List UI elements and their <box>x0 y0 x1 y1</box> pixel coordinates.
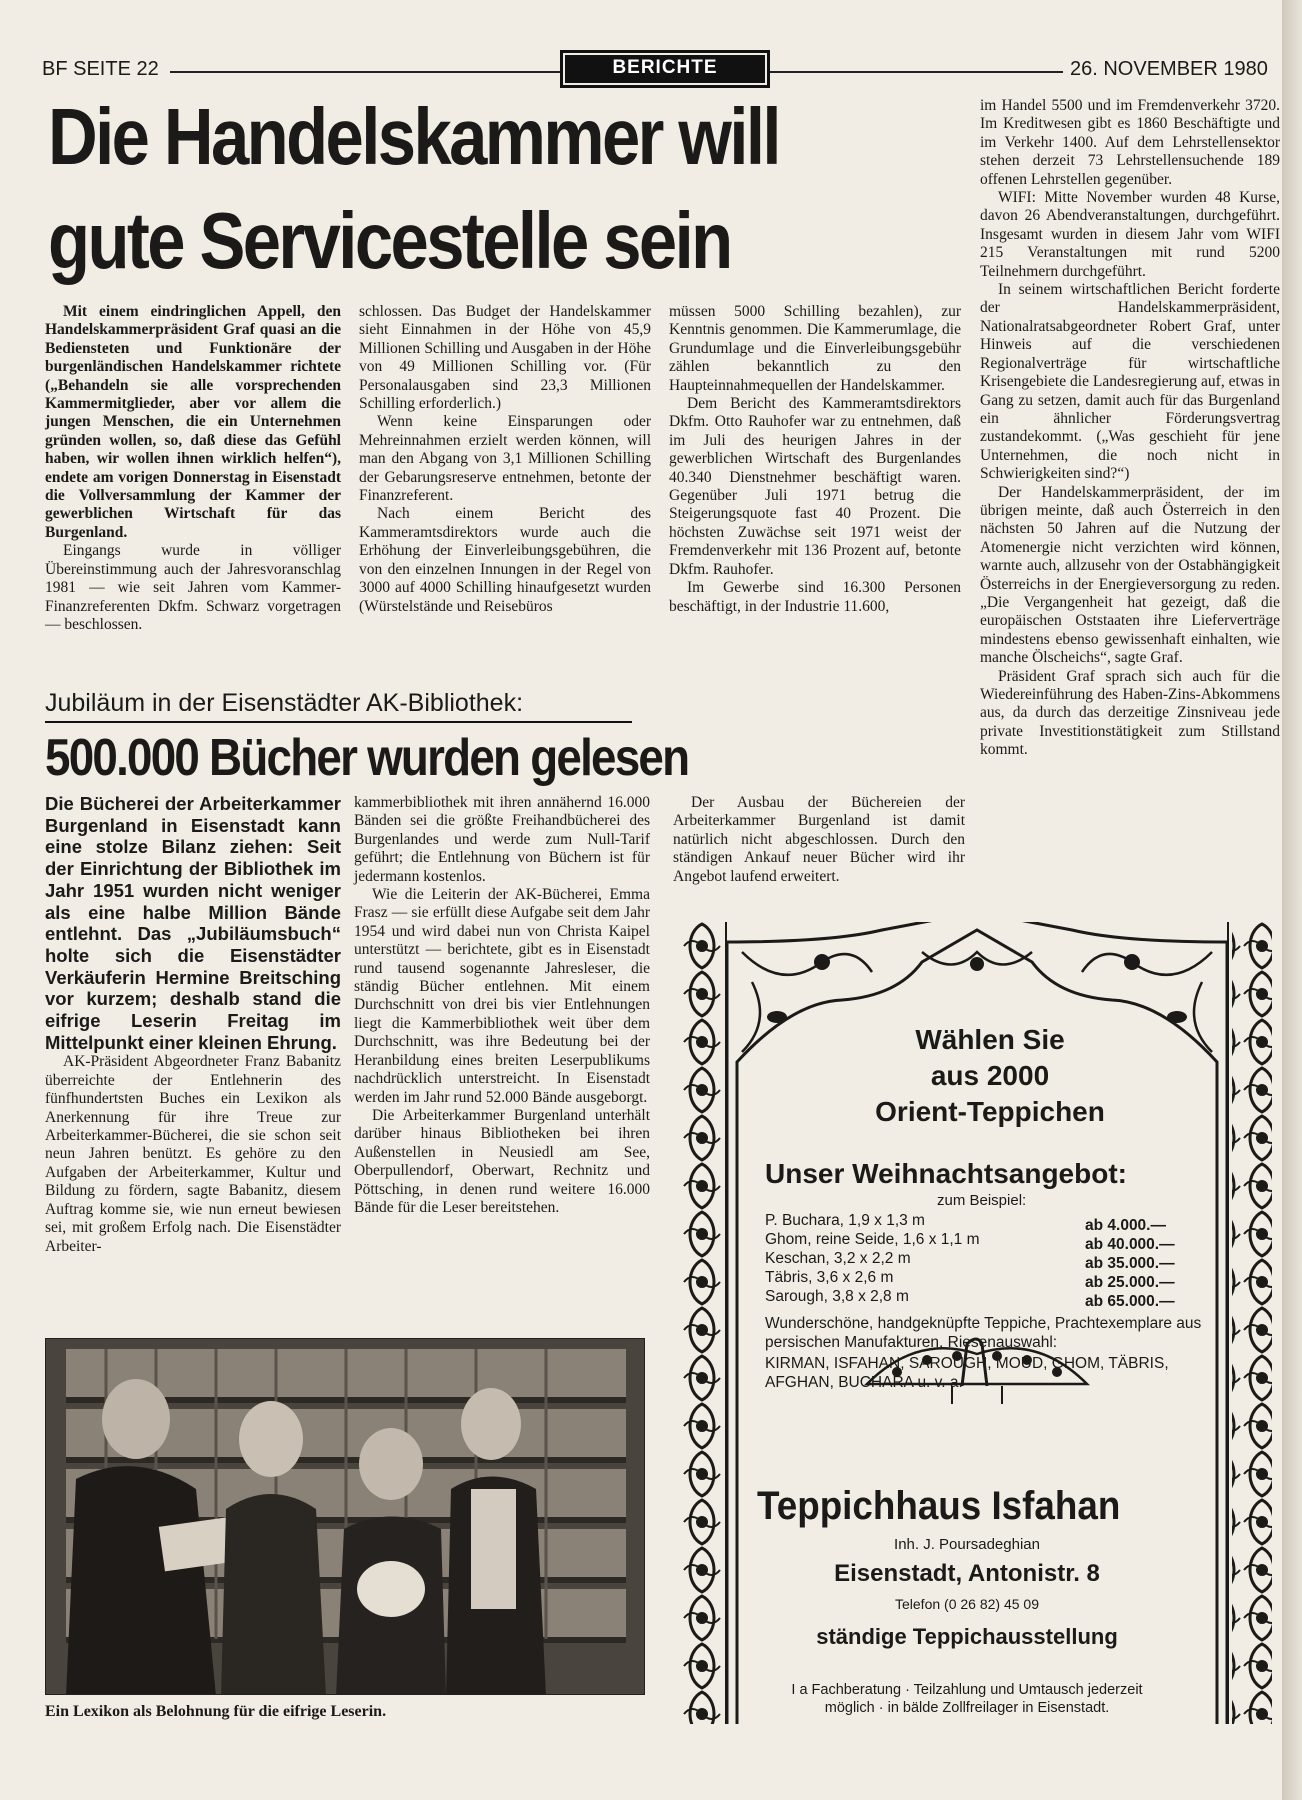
article1-lead: Mit einem eindringlichen Appell, den Handelskammerpräsident Graf quasi an die Bediensteten und Funktionäre der burgenländischen Handelskammer richtete („Behandeln sie alle vorsprechenden Kammermitglieder, aber vor allem die jungen Menschen, die ein Unternehmen gründen wollen, so, daß diese das Gefühl haben, wir wollen ihnen wirklich helfen“), endete am vorigen Donnerstag in Eisenstadt die Vollversammlung der Kammer der gewerblichen Wirtschaft für das Burgenland. <box>45 303 341 541</box>
header-rule-left <box>170 71 562 73</box>
article1-paragraph: WIFI: Mitte November wurden 48 Kurse, davon 26 Abendveranstaltungen, durchgeführt. Insgesamt wurden in diesem Jahr vom WIFI 215 Veranstaltungen mit rund 5200 Teilnehmern durchgeführt. <box>980 189 1280 280</box>
article1-column-3 <box>669 303 961 616</box>
article2-column-1 <box>45 793 341 1256</box>
article2-lead: Die Bücherei der Arbeiterkammer Burgenland in Eisenstadt kann eine stolze Bilanz ziehen: Seit der Einrichtung der Bibliothek im Jahr 1951 wurden nicht weniger als eine halbe Million Bände entlehnt. Das „Jubiläumsbuch“ holte sich die Eisenstädter Verkäuferin Hermine Breitsching vor kurzem; deshalb stand die eifrige Leserin Freitag im Mittelpunkt einer kleinen Ehrung. <box>45 793 341 1053</box>
shop-address: Eisenstadt, Antonistr. 8 <box>834 1560 1100 1587</box>
article2-paragraph: AK-Präsident Abgeordneter Franz Babanitz überreichte der Entlehnerin des fünfhundertsten Buches ein Lexikon als Anerkennung für ihre Treue zur Arbeiterkammer-Bücherei, die sie schon seit neun Jahren benützt. Es gehöre zu den Aufgaben der Arbeiterkammer, Kultur und Bildung zu fördern, sagte Babanitz, diesem Auftrag komme sie, wie nun erneut bewiesen sei, mit großem Erfolg nach. Die Eisenstädter Arbeiter- <box>45 1053 341 1255</box>
article1-paragraph: Eingangs wurde in völliger Übereinstimmung auch der Jahresvoranschlag 1981 — wie seit Jahren vom Kammer-Finanzreferenten Dkfm. Schwarz vorgetragen — beschlossen. <box>45 542 341 633</box>
price-item-amount: ab 40.000.— <box>1085 1236 1175 1253</box>
article2-paragraph: kammerbibliothek mit ihren annähernd 16.000 Bänden sei die größte Freihandbücherei des Burgenlandes und werde zum Null-Tarif geführt; die Entlehnung von Büchern ist für jedermann kostenlos. <box>354 794 650 885</box>
ad-offer-sub: zum Beispiel: <box>937 1192 1027 1209</box>
article2-kicker-rule <box>45 721 632 723</box>
price-item-amount: ab 25.000.— <box>1085 1274 1175 1291</box>
price-item-name: Täbris, 3,6 x 2,6 m <box>765 1269 894 1286</box>
article2-paragraph: Wie die Leiterin der AK-Bücherei, Emma Frasz — sie erfüllt diese Aufgabe seit dem Jahr 1954 und wird dabei nun von Christa Kaipel unterstützt — berichtete, gibt es in Eisenstadt rund tausend sogenannte Jahresleser, die ständig Bücher entlehnen. Mit einem Durchschnitt von drei bis vier Entlehnungen liegt die Kammerbibliothek weit über dem Durchschnitt, was ihre Bedeutung bei der Heranbildung eines breiten Leserpublikums nachdrücklich unterstreicht. In Eisenstadt werden im Jahr rund 52.000 Bände ausgeborgt. <box>354 886 650 1106</box>
section-label: BERICHTE <box>565 55 765 83</box>
article2-paragraph: Die Arbeiterkammer Burgenland unterhält darüber hinaus Bibliotheken bei ihren Außenstellen in Neusiedl am See, Oberpullendorf, Oberwart, Rechnitz und Pöttsching, in denen rund weitere 16.000 Bände für die Leser bereitstehen. <box>354 1106 650 1216</box>
price-item-amount: ab 65.000.— <box>1085 1293 1175 1310</box>
ad-title-line1: Wählen Sie <box>915 1024 1065 1055</box>
article2-headline: 500.000 Bücher wurden gelesen <box>45 729 689 787</box>
price-row <box>765 1288 1200 1311</box>
article1-paragraph: schlossen. Das Budget der Handelskammer sieht Einnahmen in der Höhe von 45,9 Millionen Schilling und Ausgaben in der Höhe von 49 Millionen Schilling vor. (Für Personalausgaben sind 23,3 Millionen Schilling erforderlich.) <box>359 303 651 413</box>
article1-paragraph: im Handel 5500 und im Fremdenverkehr 3720. Im Kreditwesen gibt es 1860 Beschäftigte und im Verkehr 1400. Auf dem Lehrstellensektor stehen derzeit 73 Lehrstellensuchende 189 offenen Lehrstellen gegenüber. <box>980 97 1280 188</box>
article2-paragraph: Der Ausbau der Büchereien der Arbeiterkammer Burgenland ist damit natürlich nicht abgeschlossen. Durch den ständigen Ankauf neuer Bücher wird ihr Angebot laufend erweitert. <box>673 794 965 885</box>
article1-column-2 <box>359 303 651 616</box>
section-badge <box>560 50 770 88</box>
ad-offer-box <box>727 1158 1207 1716</box>
price-item-name: Keschan, 3,2 x 2,2 m <box>765 1250 911 1267</box>
article2-kicker: Jubiläum in der Eisenstädter AK-Bibliothek: <box>45 689 524 717</box>
price-item-name: Ghom, reine Seide, 1,6 x 1,1 m <box>765 1231 980 1248</box>
article1-headline-line1: Die Handelskammer will <box>48 92 779 181</box>
article1-paragraph: müssen 5000 Schilling bezahlen), zur Kenntnis genommen. Die Kammerumlage, die Grundumlage und die Einverleibungsgebühr zählen bekanntlich zu den Haupteinnahmequellen der Handelskammer. <box>669 303 961 394</box>
article1-paragraph: Im Gewerbe sind 16.300 Personen beschäftigt, in der Industrie 11.600, <box>669 579 961 615</box>
header-rule-right <box>770 71 1063 73</box>
ad-description: Wunderschöne, handgeknüpfte Teppiche, Prachtexemplare aus persischen Manufakturen, Riesenauswahl: <box>765 1315 1202 1351</box>
ad-footer-line1: I a Fachberatung · Teilzahlung und Umtausch jederzeit <box>791 1682 1143 1698</box>
shop-name: Teppichhaus Isfahan <box>757 1484 1121 1528</box>
article1-paragraph: Der Handelskammerpräsident, der im übrigen meinte, daß auch Österreich in den nächsten 50 Jahren auf die Nutzung der Atomenergie nicht verzichten wird können, warnte auch, allzusehr von der Ostabhängigkeit Österreichs in der Energieversorgung zu reden. „Die Vergangenheit hat gezeigt, daß die europäischen Oststaaten ihre Lieferverträge mindestens ebenso gewissenhaft einhalten, wie manche Ölscheichs“, sagte Graf. <box>980 483 1280 667</box>
issue-date: 26. NOVEMBER 1980 <box>1070 58 1268 80</box>
article2-body <box>45 1053 341 1255</box>
article1-column-1 <box>45 303 341 634</box>
library-photo-illustration <box>46 1339 645 1695</box>
shop-exhibition: ständige Teppichausstellung <box>816 1624 1118 1649</box>
library-photo <box>45 1338 645 1695</box>
article1-paragraph: Nach einem Bericht des Kammeramtsdirektors wurde auch die Erhöhung der Einverleibungsgebühren, die von den einzelnen Innungen in der Regel von 3000 auf 4000 Schilling hinaufgesetzt wurden (Würstelstände und Reisebüros <box>359 505 651 615</box>
ad-offer-heading: Unser Weihnachtsangebot: <box>765 1158 1127 1189</box>
ad-footer-line2: möglich · in bälde Zollfreilager in Eisenstadt. <box>824 1700 1110 1716</box>
article1-column-4 <box>980 97 1280 760</box>
article1-paragraph: In seinem wirtschaftlichen Bericht forderte der Handelskammerpräsident, Nationalratsabgeordneter Robert Graf, unter Hinweis auf die verschiedenen Regionalverträge für wirtschaftliche Krisengebiete die Landesregierung auf, etwas in Gang zu setzen, damit auch für das Burgenland ein ähnlicher Förderungsvertrag zustandekommt. („Was geschieht für jene Unternehmen, die noch nicht in Schwierigkeiten sind?“) <box>980 281 1280 483</box>
article2-column-3 <box>673 794 965 886</box>
shop-owner: Inh. J. Poursadeghian <box>894 1536 1040 1553</box>
ad-title <box>800 1022 1180 1130</box>
price-item-name: P. Buchara, 1,9 x 1,3 m <box>765 1212 925 1229</box>
article2-column-2 <box>354 794 650 1217</box>
ad-title-line3: Orient-Teppichen <box>875 1096 1105 1127</box>
price-item-name: Sarough, 3,8 x 2,8 m <box>765 1288 909 1305</box>
ad-carpet-types: KIRMAN, ISFAHAN, SAROUGH, MOUD, GHOM, TÄBRIS, AFGHAN, BUCHARA u. v. a. <box>765 1355 1169 1391</box>
price-item-amount: ab 35.000.— <box>1085 1255 1175 1272</box>
page-label: BF SEITE 22 <box>42 58 159 80</box>
page-fold-edge <box>1282 0 1302 1800</box>
article1-headline-line2: gute Servicestelle sein <box>48 196 731 285</box>
price-item-amount: ab 4.000.— <box>1085 1217 1166 1234</box>
article1-paragraph: Präsident Graf sprach sich auch für die Wiedereinführung des Haben-Zins-Abkommens aus, da durch das derzeitige Zinsniveau jede private Investitionstätigkeit zum Stillstand kommt. <box>980 667 1280 759</box>
shop-phone: Telefon (0 26 82) 45 09 <box>895 1596 1039 1612</box>
ad-title-line2: aus 2000 <box>930 1060 1050 1091</box>
article1-paragraph: Dem Bericht des Kammeramtsdirektors Dkfm. Otto Rauhofer war zu entnehmen, daß im Juli des heurigen Jahres in der gewerblichen Wirtschaft des Burgenlandes 40.340 Dienstnehmer beschäftigt waren. Gegenüber Juli 1971 betrug die Steigerungsquote fast 40 Prozent. Die höchsten Zuwächse seit 1971 weist der Fremdenverkehr mit 136 Prozent auf, betonte Dkfm. Rauhofer. <box>669 395 961 578</box>
article1-paragraph: Wenn keine Einsparungen oder Mehreinnahmen erzielt werden können, will man den Abgang von 3,1 Millionen Schilling der Gebarungsreserve entnehmen, betonte der Finanzreferent. <box>359 413 651 505</box>
photo-caption: Ein Lexikon als Belohnung für die eifrige Leserin. <box>45 1703 387 1720</box>
